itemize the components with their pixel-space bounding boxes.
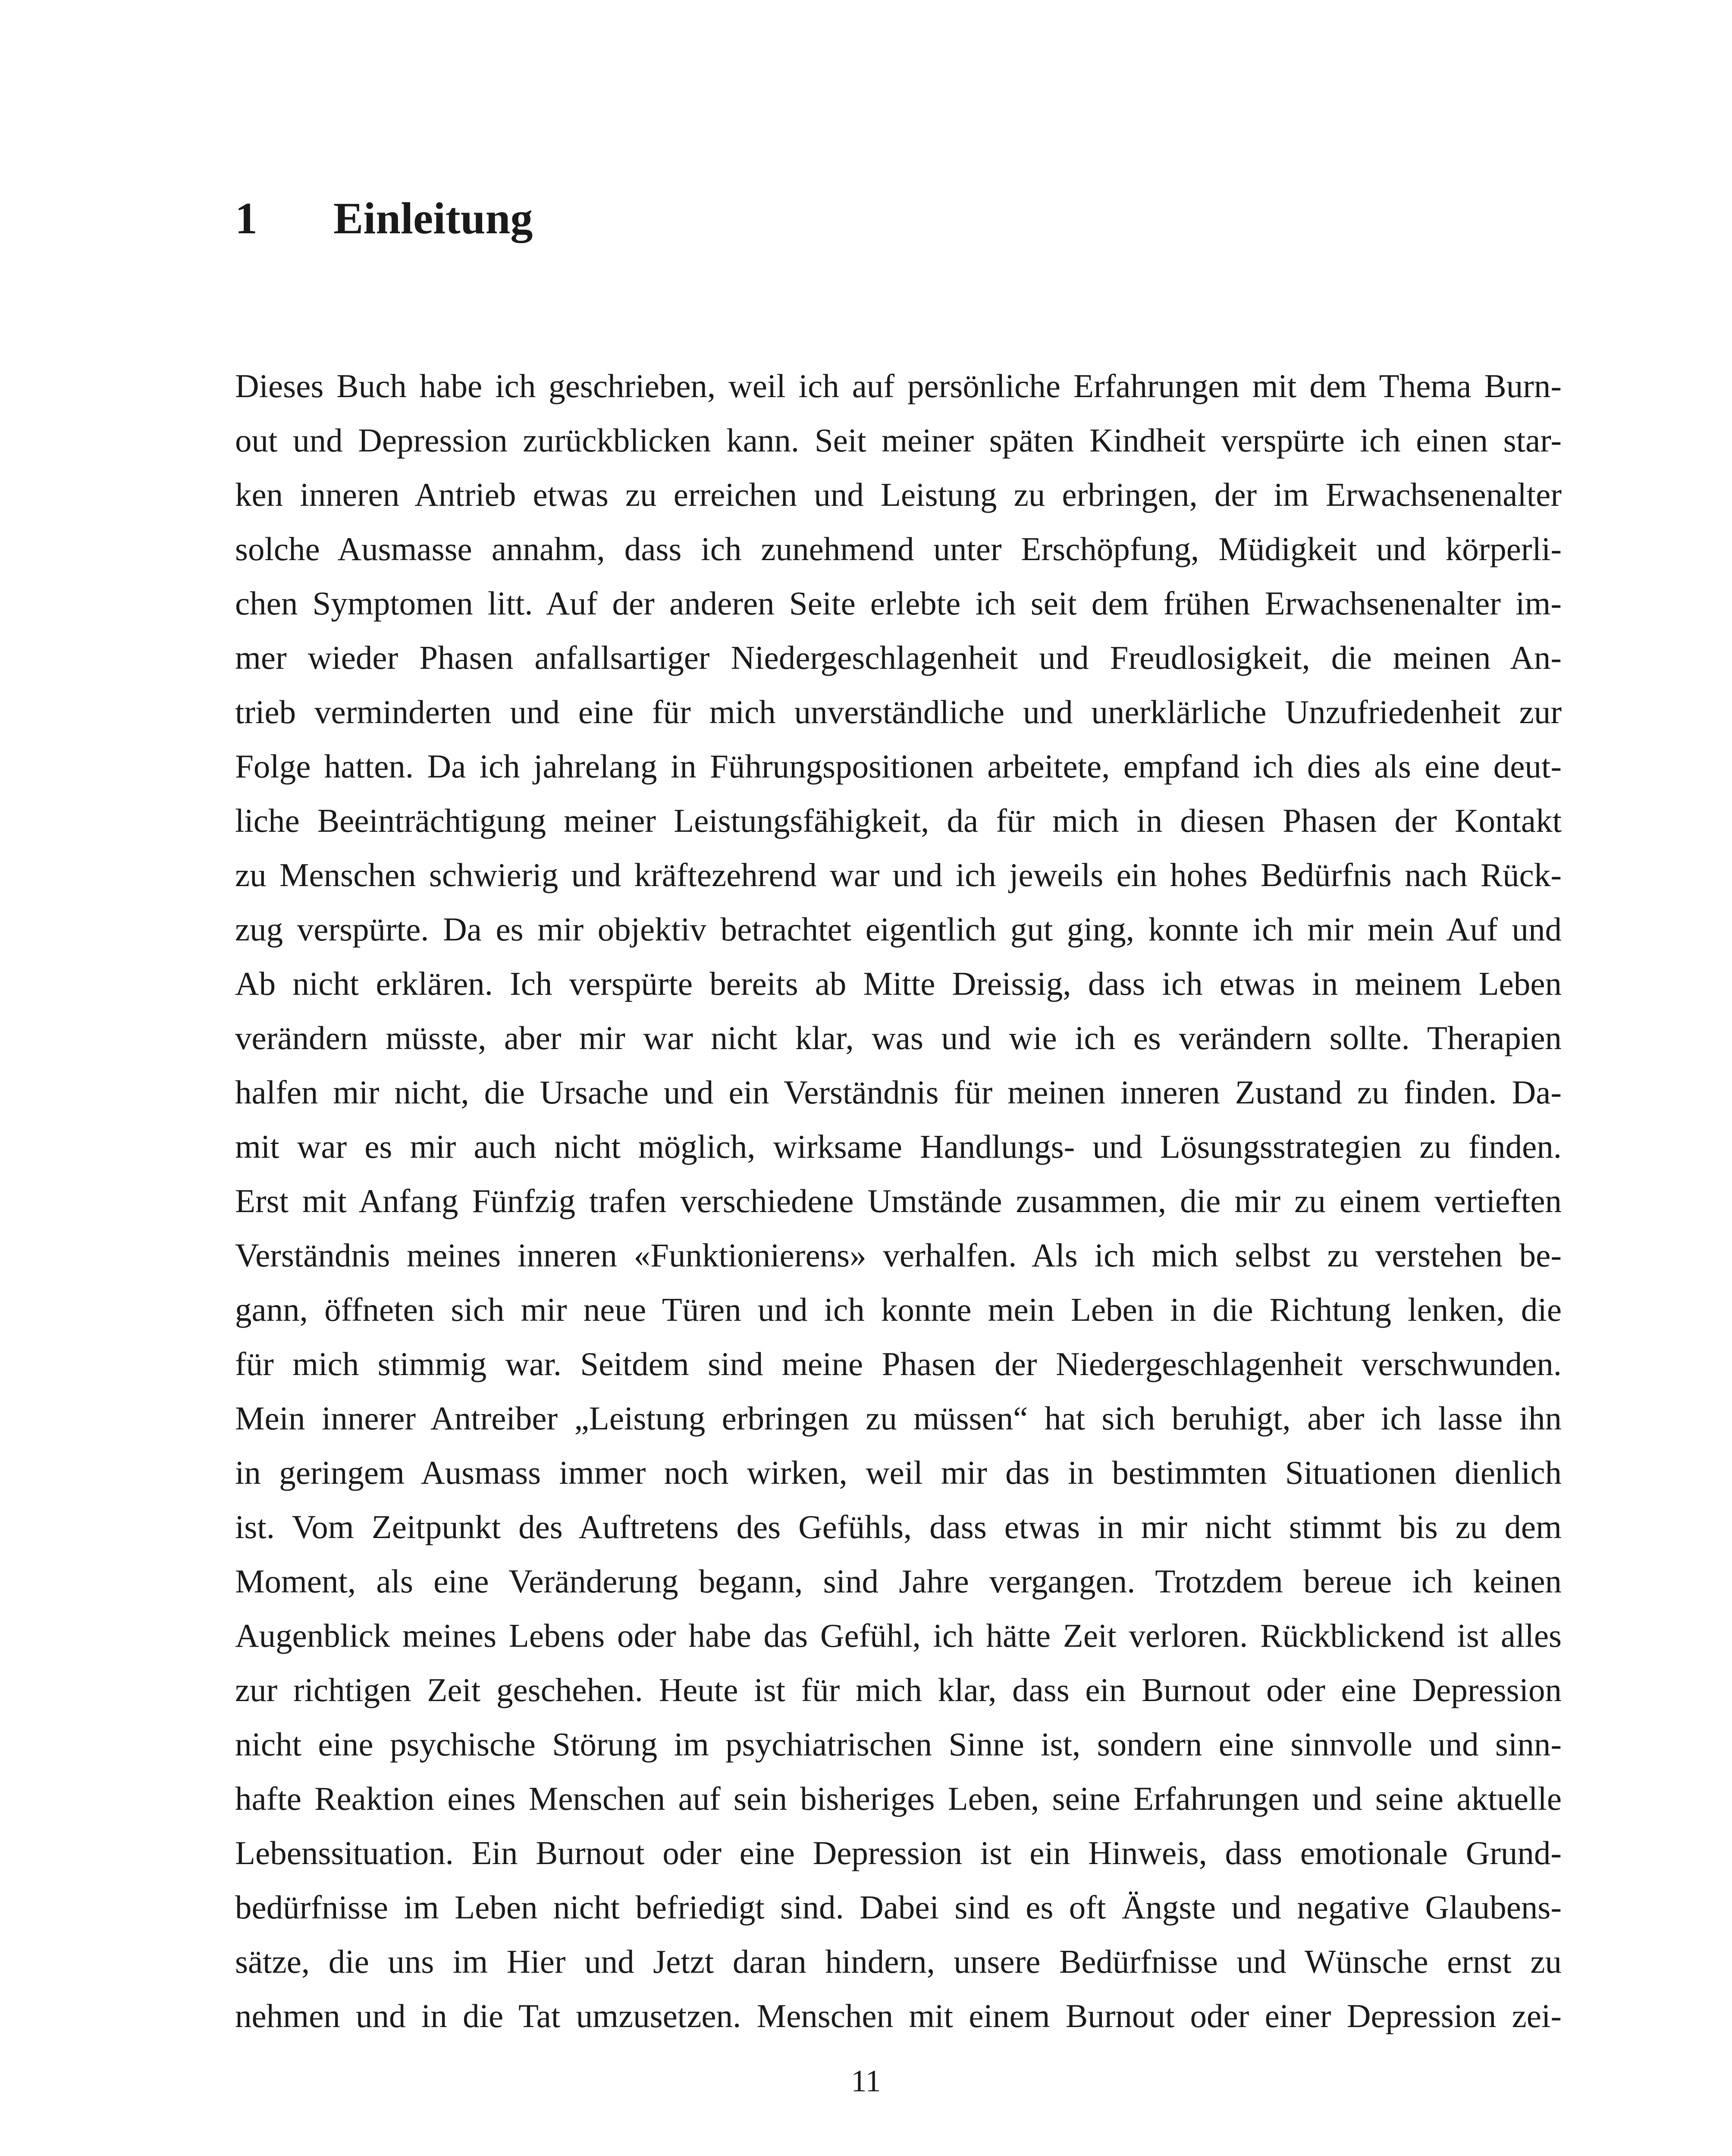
text-line: Mein innerer Antreiber „Leistung erbringen zu müssen“ hat sich beruhigt, aber ich lasse ihn — [235, 1400, 1562, 1437]
text-line: solche Ausmasse annahm, dass ich zunehmend unter Erschöpfung, Müdigkeit und körperli- — [235, 530, 1562, 567]
chapter-title: Einleitung — [333, 194, 533, 243]
text-line: Augenblick meines Lebens oder habe das Gefühl, ich hätte Zeit verloren. Rückblickend ist alles — [235, 1617, 1562, 1654]
text-line: Dieses Buch habe ich geschrieben, weil ich auf persönliche Erfahrungen mit dem Thema Burn- — [235, 367, 1562, 404]
body-paragraph — [235, 359, 1562, 2043]
text-line: Moment, als eine Veränderung begann, sind Jahre vergangen. Trotzdem bereue ich keinen — [235, 1563, 1562, 1600]
text-line: out und Depression zurückblicken kann. Seit meiner späten Kindheit verspürte ich einen star- — [235, 422, 1562, 459]
chapter-number: 1 — [235, 194, 257, 243]
text-line: in geringem Ausmass immer noch wirken, weil mir das in bestimmten Situationen dienlich — [235, 1454, 1562, 1491]
chapter-heading — [235, 196, 533, 241]
text-line: bedürfnisse im Leben nicht befriedigt sind. Dabei sind es oft Ängste und negative Glaubens- — [235, 1889, 1562, 1926]
page-number: 11 — [851, 2064, 881, 2098]
text-line: hafte Reaktion eines Menschen auf sein bisheriges Leben, seine Erfahrungen und seine aktuelle — [235, 1780, 1562, 1817]
text-line: trieb verminderten und eine für mich unverständliche und unerklärliche Unzufriedenheit zur — [235, 693, 1562, 730]
text-line: mer wieder Phasen anfallsartiger Niedergeschlagenheit und Freudlosigkeit, die meinen An- — [235, 639, 1562, 676]
text-line: sätze, die uns im Hier und Jetzt daran hindern, unsere Bedürfnisse und Wünsche ernst zu — [235, 1943, 1562, 1980]
text-line: mit war es mir auch nicht möglich, wirksame Handlungs- und Lösungsstrategien zu finden. — [235, 1128, 1562, 1165]
text-line: zur richtigen Zeit geschehen. Heute ist für mich klar, dass ein Burnout oder eine Depression — [235, 1671, 1562, 1708]
text-line: liche Beeinträchtigung meiner Leistungsfähigkeit, da für mich in diesen Phasen der Kontakt — [235, 802, 1562, 839]
text-line: nicht eine psychische Störung im psychiatrischen Sinne ist, sondern eine sinnvolle und sinn- — [235, 1726, 1562, 1763]
text-line: ist. Vom Zeitpunkt des Auftretens des Gefühls, dass etwas in mir nicht stimmt bis zu dem — [235, 1508, 1562, 1545]
text-line: für mich stimmig war. Seitdem sind meine Phasen der Niedergeschlagenheit verschwunden. — [235, 1345, 1562, 1382]
text-line: Folge hatten. Da ich jahrelang in Führungspositionen arbeitete, empfand ich dies als eine deut- — [235, 748, 1562, 785]
text-line: zu Menschen schwierig und kräftezehrend war und ich jeweils ein hohes Bedürfnis nach Rück- — [235, 856, 1562, 893]
text-line: Ab nicht erklären. Ich verspürte bereits ab Mitte Dreissig, dass ich etwas in meinem Leben — [235, 965, 1562, 1002]
text-line: Lebenssituation. Ein Burnout oder eine Depression ist ein Hinweis, dass emotionale Grund- — [235, 1834, 1562, 1871]
text-line: halfen mir nicht, die Ursache und ein Verständnis für meinen inneren Zustand zu finden. Da- — [235, 1074, 1562, 1111]
text-line: Verständnis meines inneren «Funktionierens» verhalfen. Als ich mich selbst zu verstehen be- — [235, 1237, 1562, 1274]
text-line: zug verspürte. Da es mir objektiv betrachtet eigentlich gut ging, konnte ich mir mein Auf und — [235, 911, 1562, 948]
text-line: verändern müsste, aber mir war nicht klar, was und wie ich es verändern sollte. Therapien — [235, 1019, 1562, 1056]
text-line: gann, öffneten sich mir neue Türen und ich konnte mein Leben in die Richtung lenken, die — [235, 1291, 1562, 1328]
text-line: chen Symptomen litt. Auf der anderen Seite erlebte ich seit dem frühen Erwachsenenalter im- — [235, 585, 1562, 622]
text-line: Erst mit Anfang Fünfzig trafen verschiedene Umstände zusammen, die mir zu einem vertieften — [235, 1182, 1562, 1219]
text-line: nehmen und in die Tat umzusetzen. Menschen mit einem Burnout oder einer Depression zei- — [235, 1997, 1562, 2034]
text-line: ken inneren Antrieb etwas zu erreichen und Leistung zu erbringen, der im Erwachsenenalter — [235, 476, 1562, 513]
